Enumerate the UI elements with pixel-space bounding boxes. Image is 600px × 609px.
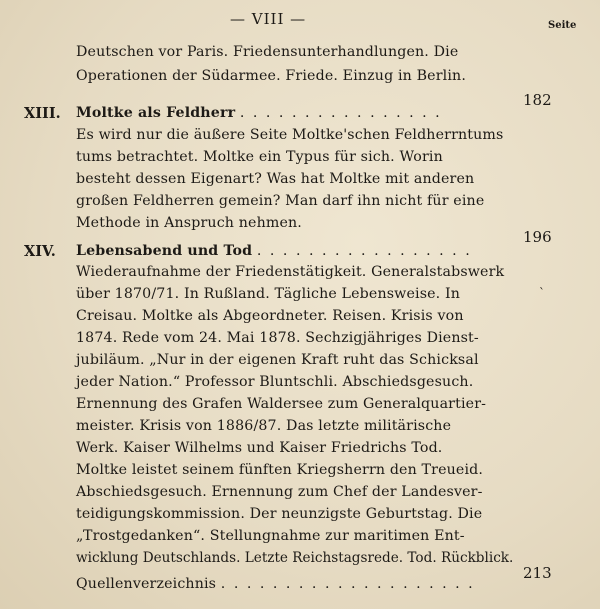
toc-text-line: über 1870/71. In Rußland. Tägliche Lebensweise. In (76, 286, 461, 302)
toc-text-line: Ernennung des Grafen Waldersee zum Generalquartier- (76, 396, 487, 412)
page-number: 213 (523, 564, 552, 582)
toc-text-line: 1874. Rede vom 24. Mai 1878. Sechzigjähriges Dienst- (76, 330, 479, 346)
toc-text-line: teidigungskommission. Der neunzigste Geburtstag. Die (76, 506, 483, 522)
chapter-title: Quellenverzeichnis (76, 576, 217, 592)
toc-text-line: Methode in Anspruch nehmen. (76, 215, 302, 231)
page-number: 196 (523, 228, 552, 246)
toc-text-line: wicklung Deutschlands. Letzte Reichstagsrede. Tod. Rückblick. (76, 550, 514, 566)
chapter-title-line (76, 243, 472, 259)
toc-text-line: Abschiedsgesuch. Ernennung zum Chef der Landesver- (76, 484, 483, 500)
toc-text-line: großen Feldherren gemein? Man darf ihn nicht für eine (76, 193, 485, 209)
page-number: 182 (523, 91, 552, 109)
toc-text-line: Creisau. Moltke als Abgeordneter. Reisen. Krisis von (76, 308, 464, 324)
chapter-title: Lebensabend und Tod (76, 243, 253, 259)
leader-dots: . . . . . . . . . . . . . . . . . . . . (220, 576, 475, 592)
toc-text-line: Deutschen vor Paris. Friedensunterhandlungen. Die (76, 44, 459, 60)
leader-dots: . . . . . . . . . . . . . . . . (239, 105, 442, 121)
toc-text-line: Moltke leistet seinem fünften Kriegsherrn den Treueid. (76, 462, 484, 478)
toc-text-line: besteht dessen Eigenart? Was hat Moltke mit anderen (76, 171, 475, 187)
chapter-title: Moltke als Feldherr (76, 105, 236, 121)
toc-text-line: jeder Nation.“ Professor Bluntschli. Abschiedsgesuch. (76, 374, 474, 390)
toc-text-line: Wiederaufnahme der Friedenstätigkeit. Generalstabswerk (76, 264, 505, 280)
toc-text-line: meister. Krisis von 1886/87. Das letzte militärische (76, 418, 452, 434)
toc-text-line: Werk. Kaiser Wilhelms und Kaiser Friedrichs Tod. (76, 440, 443, 456)
toc-text-line: tums betrachtet. Moltke ein Typus für sich. Worin (76, 149, 443, 165)
page-header-roman: — VIII — (230, 10, 307, 28)
chapter-title-line (76, 576, 475, 592)
toc-text-line: Es wird nur die äußere Seite Moltke'schen Feldherrntums (76, 127, 504, 143)
leader-dots: . . . . . . . . . . . . . . . . . (256, 243, 472, 259)
toc-text-line: „Trostgedanken“. Stellungnahme zur maritimen Ent- (76, 528, 465, 544)
toc-text-line: Operationen der Südarmee. Friede. Einzug in Berlin. (76, 68, 466, 84)
margin-mark: ` (539, 286, 545, 300)
toc-text-line: jubiläum. „Nur in der eigenen Kraft ruht das Schicksal (76, 352, 479, 368)
chapter-title-line (76, 105, 442, 121)
chapter-number: XIII. (24, 105, 61, 122)
chapter-number: XIV. (24, 243, 56, 260)
seite-label: Seite (548, 20, 577, 31)
